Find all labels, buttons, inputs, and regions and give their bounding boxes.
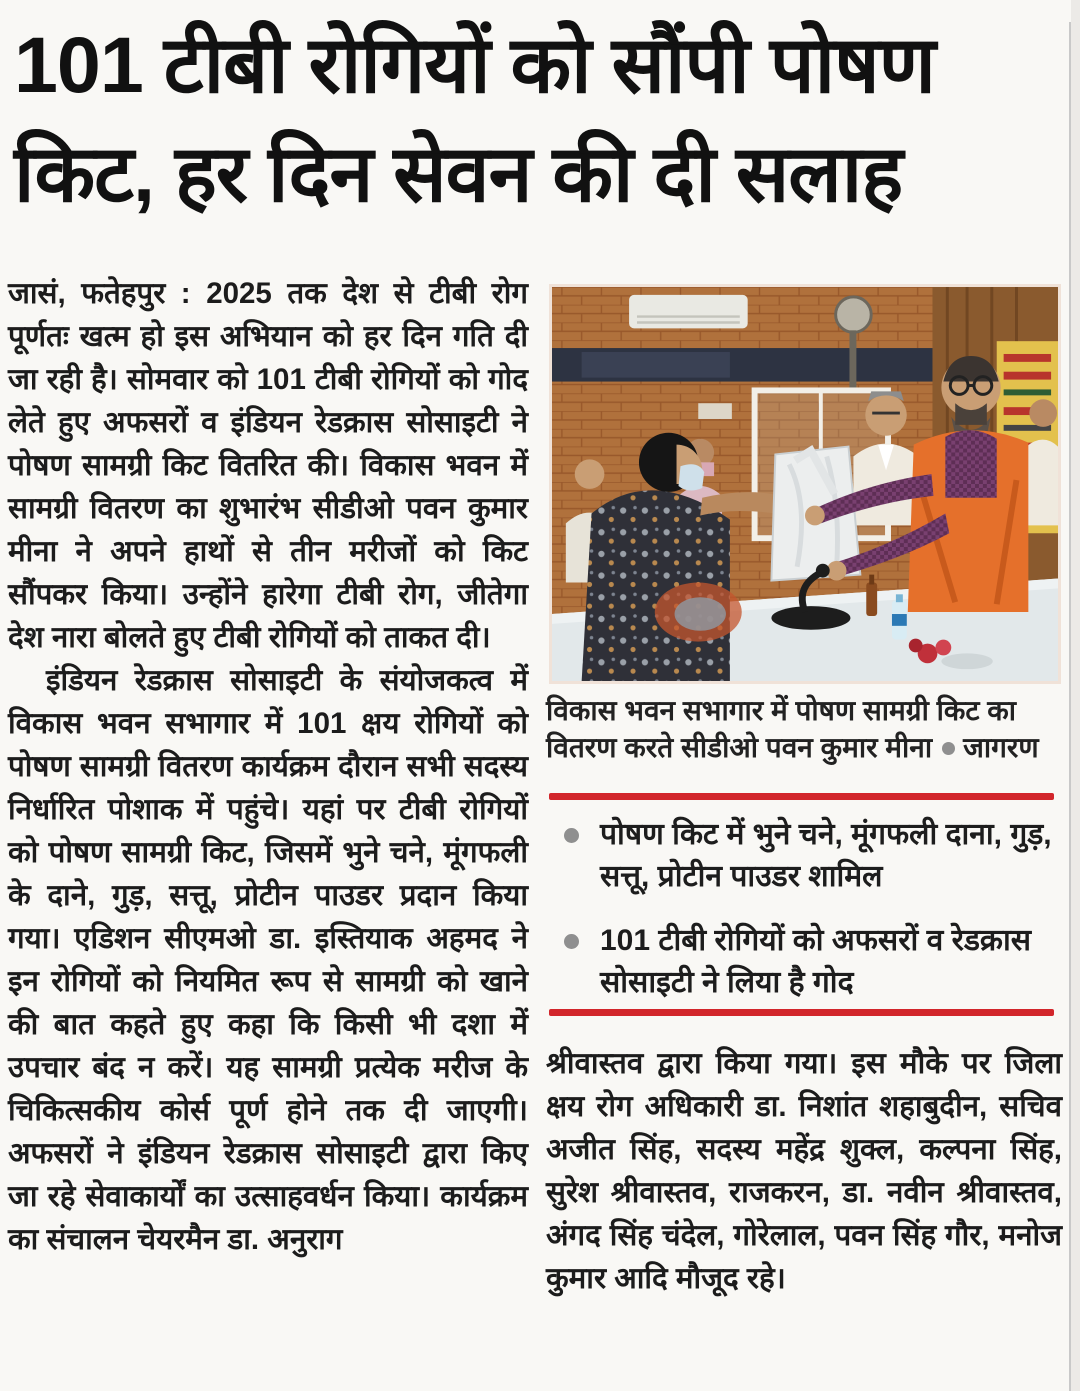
- red-rule-bottom: [549, 1009, 1054, 1016]
- article-headline: [14, 10, 1054, 228]
- highlight-text: पोषण किट में भुने चने, मूंगफली दाना, गुड़, सत्तू, प्रोटीन पाउडर शामिल: [600, 818, 1052, 893]
- photo-illustration: [552, 287, 1058, 681]
- highlight-item: [556, 814, 1061, 898]
- highlight-list: [556, 814, 1061, 1026]
- face-mask: [679, 464, 705, 490]
- paragraph-2: इंडियन रेडक्रास सोसाइटी के संयोजकत्व में विकास भवन सभागार में 101 क्षय रोगियों को पोषण सामग्री वितरण कार्यक्रम दौरान सभी सदस्य निर्धारित पोशाक में पहुंचे। यहां पर टीबी रोगियों को पोषण सामग्री किट, जिसमें भुने चने, मूंगफली के दाने, गुड़, सत्तू, प्रोटीन पाउडर प्रदान किया गया। एडिशन सीएमओ डा. इस्तियाक अहमद ने इन रोगियों को नियमित रूप से सामग्री को खाने की बात कहते हुए कहा कि किसी भी दशा में उपचार बंद न करें। यह सामग्री प्रत्येक मरीज के चिकित्सकीय कोर्स पूर्ण होने तक दी जाएगी। अफसरों ने इंडियन रेडक्रास सोसाइटी द्वारा किए जा रहे सेवाकार्यों का उत्साहवर्धन किया। कार्यक्रम का संचालन चेयरमैन डा. अनुराग: [8, 664, 528, 1256]
- article-photo: [549, 284, 1061, 684]
- paragraph-3: श्रीवास्तव द्वारा किया गया। इस मौके पर जिला क्षय रोग अधिकारी डा. निशांत शहाबुदीन, सचिव अजीत सिंह, सदस्य महेंद्र शुक्ल, कल्पना सिंह, सुरेश श्रीवास्तव, राजकरन, डा. नवीन श्रीवास्तव, अंगद सिंह चंदेल, गोरेलाल, पवन सिंह गौर, मनोज कुमार आदि मौजूद रहे।: [546, 1047, 1062, 1295]
- water-bottle: [892, 594, 907, 639]
- caption-text: विकास भवन सभागार में पोषण सामग्री किट का वितरण करते सीडीओ पवन कुमार मीना: [546, 695, 1017, 763]
- bullet-dot-icon: [564, 934, 579, 949]
- column-divider-line: [1069, 22, 1071, 1391]
- headline-line-2: किट, हर दिन सेवन की दी सलाह: [14, 129, 903, 219]
- headline-line-1: 101 टीबी रोगियों को सौंपी पोषण: [14, 20, 935, 109]
- scan-edge-strip: [1071, 0, 1080, 1391]
- credit-dot-icon: [942, 742, 955, 755]
- left-column: [8, 272, 528, 1261]
- paragraph-1-text: 2025 तक देश से टीबी रोग पूर्णतः खत्म हो इस अभियान को हर दिन गति दी जा रही है। सोमवार को 101 टीबी रोगियों को गोद लेते हुए अफसरों व इंडियन रेडक्रास सोसाइटी ने पोषण सामग्री किट वितरित की। विकास भवन में सामग्री वितरण का शुभारंभ सीडीओ पवन कुमार मीना ने अपने हाथों से तीन मरीजों को किट सौंपकर किया। उन्होंने हारेगा टीबी रोग, जीतेगा देश नारा बोलते हुए टीबी रोगियों को ताकत दी।: [8, 277, 528, 654]
- paragraph-1: [8, 272, 528, 659]
- bullet-dot-icon: [564, 828, 579, 843]
- highlight-text: 101 टीबी रोगियों को अफसरों व रेडक्रास सोसाइटी ने लिया है गोद: [600, 924, 1031, 999]
- dateline: जासं, फतेहपुर :: [8, 277, 191, 310]
- right-column: [546, 1042, 1062, 1300]
- photo-caption: [546, 692, 1062, 766]
- highlight-item: [556, 920, 1061, 1004]
- red-rule-top: [549, 793, 1054, 800]
- photo-credit: जागरण: [963, 732, 1039, 763]
- far-right-figure: [1026, 399, 1058, 525]
